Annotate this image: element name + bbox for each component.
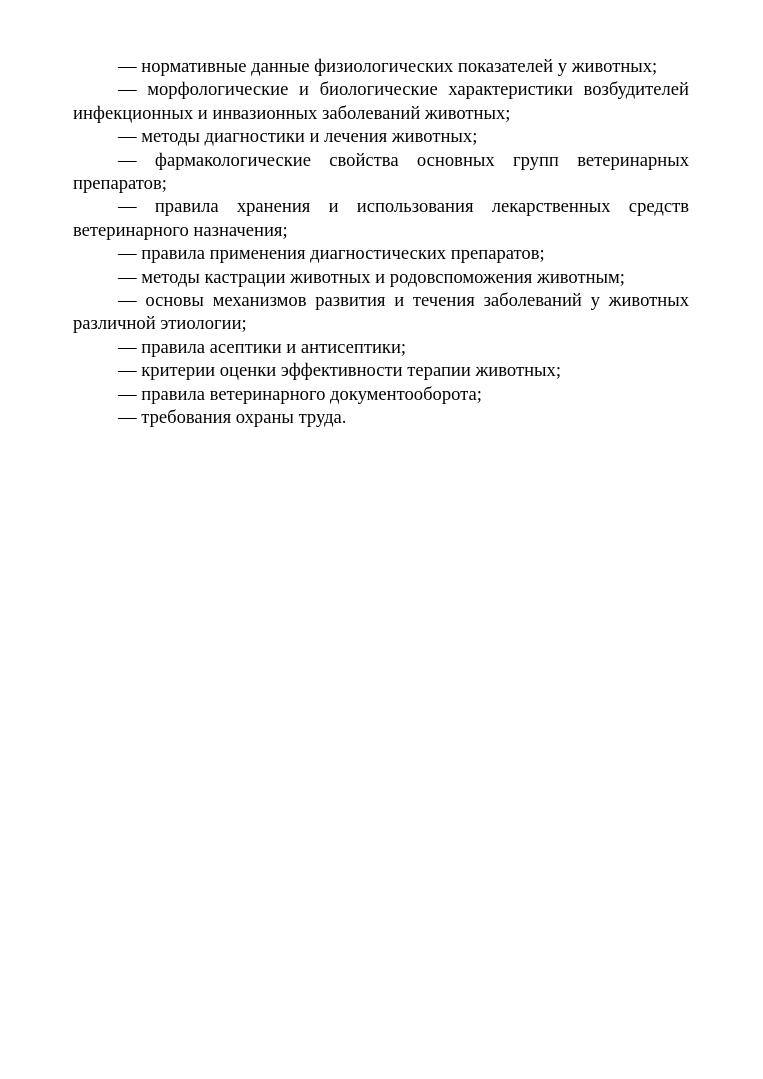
list-item: — методы диагностики и лечения животных; — [118, 126, 478, 148]
list-item: — нормативные данные физиологических показателей у животных; — [118, 56, 658, 77]
list-item: — критерии оценки эффективности терапии животных; — [118, 360, 561, 382]
list-item: — морфологические и биологические характеристики возбудителей инфекционных и инвазионных заболеваний животных; — [73, 79, 689, 124]
list-item: — методы кастрации животных и родовспоможения животным; — [118, 266, 625, 288]
list-item: — правила хранения и использования лекарственных средств ветеринарного назначения; — [73, 196, 689, 241]
list-item: — фармакологические свойства основных групп ветеринарных препаратов; — [73, 149, 689, 195]
list-item: — правила асептики и антисептики; — [118, 336, 407, 358]
list-item: — правила применения диагностических препаратов; — [118, 243, 545, 265]
list-item: — требования охраны труда. — [118, 407, 347, 429]
list-item: — основы механизмов развития и течения заболеваний у животных различной этиологии; — [73, 290, 689, 335]
list-item: — правила ветеринарного документооборота; — [118, 383, 482, 405]
requirements-list — [73, 55, 689, 430]
